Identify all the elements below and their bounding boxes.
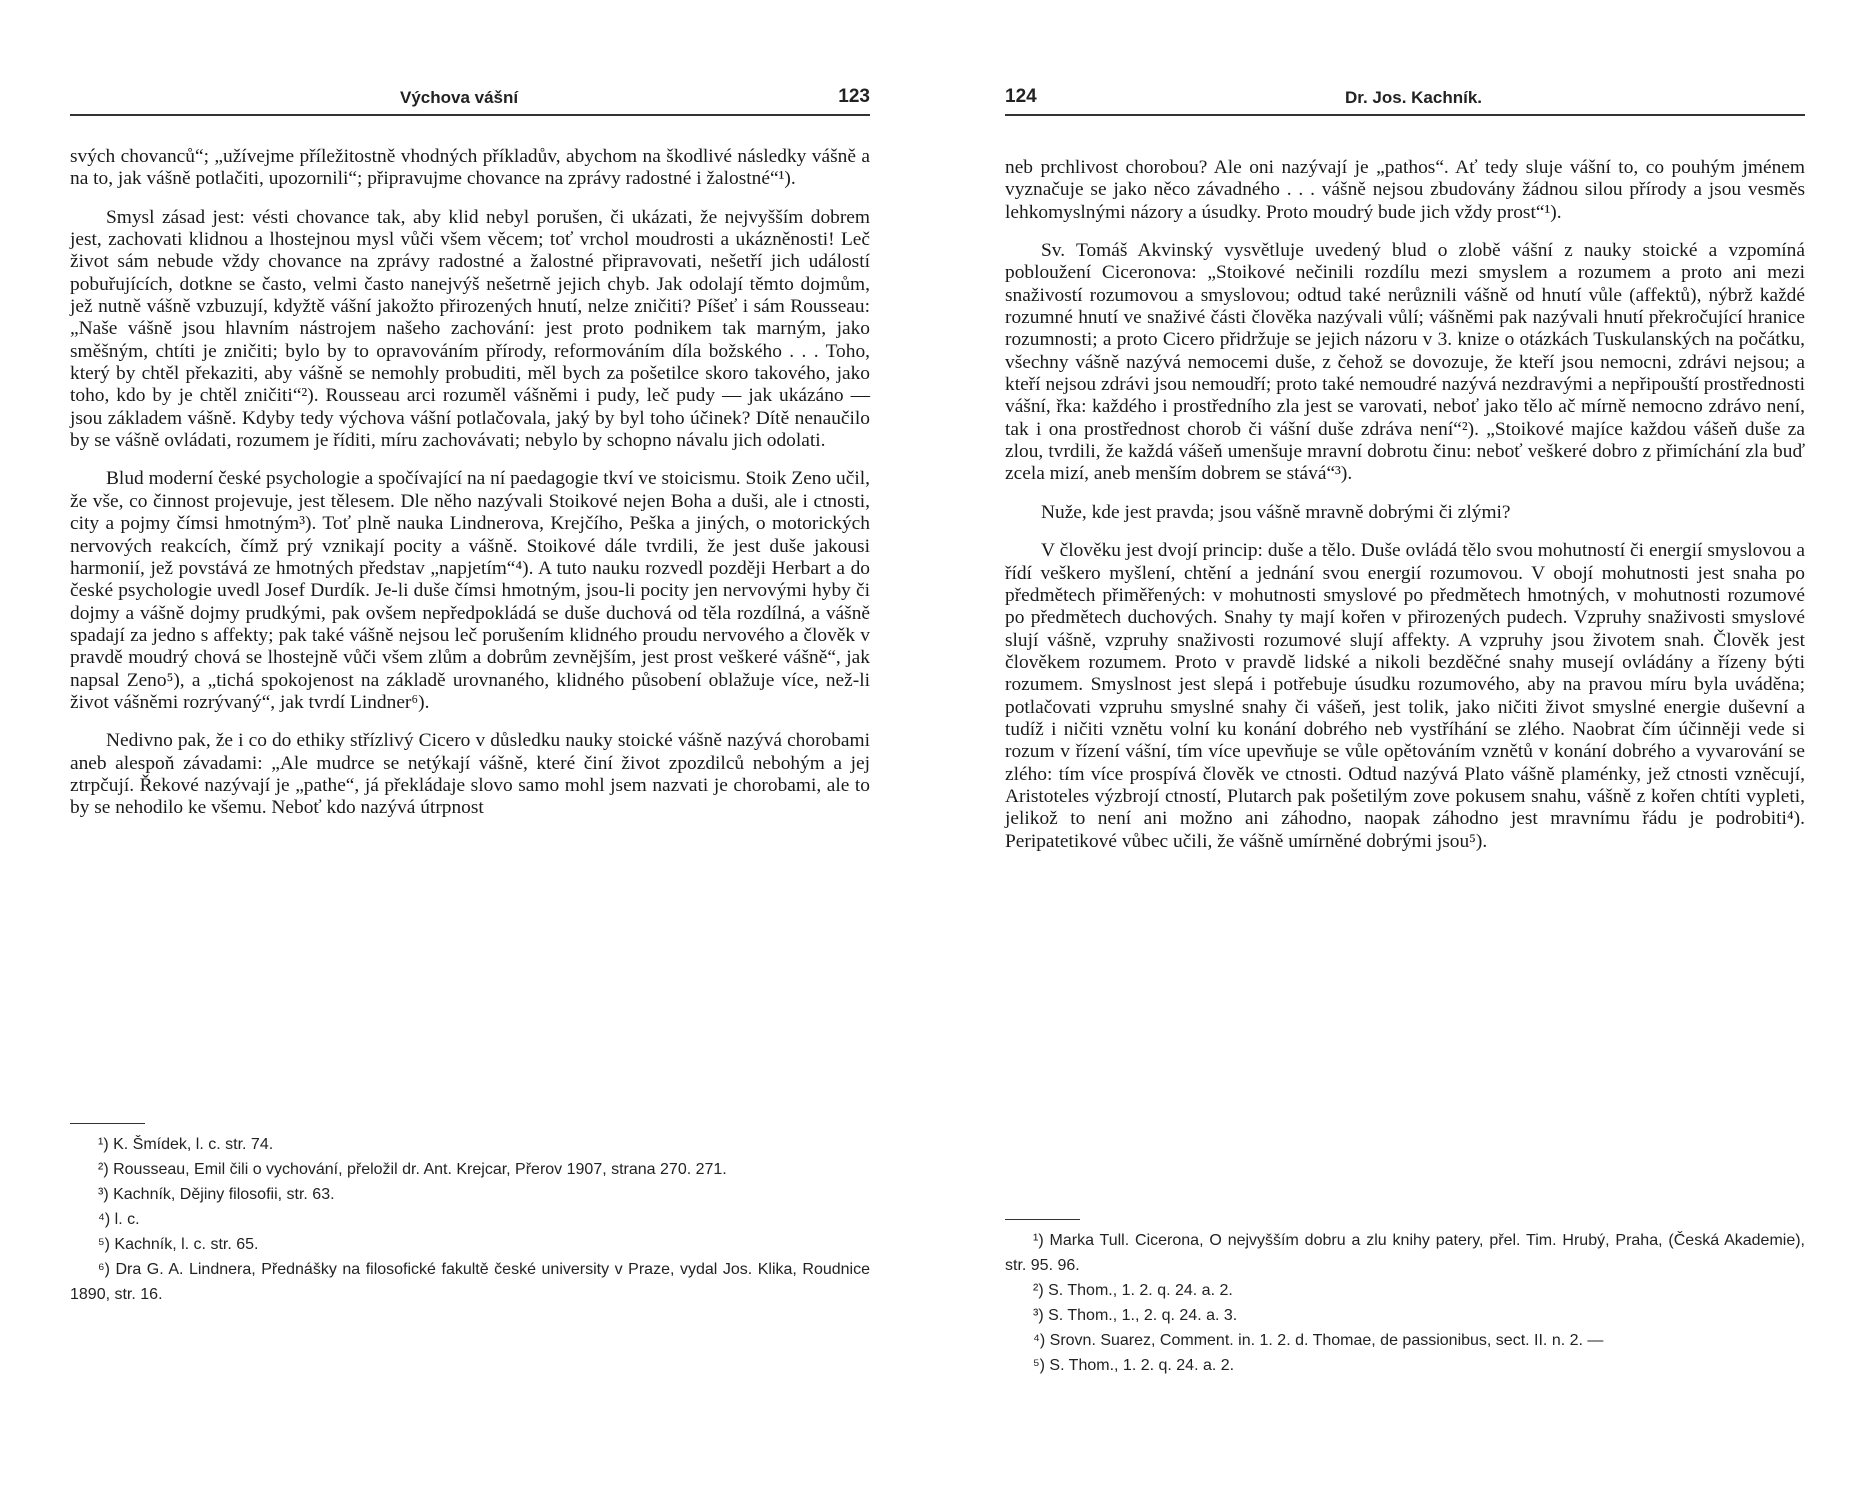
left-body-text [70,146,870,820]
right-body-text [1005,157,1805,853]
right-footnotes [1005,1219,1805,1378]
footnote: ¹) Marka Tull. Cicerona, O nejvyšším dobru a zlu knihy patery, přel. Tim. Hrubý, Praha, (Česká Akademie), str. 95. 96. [1005,1232,1805,1274]
footnote: ⁵) S. Thom., 1. 2. q. 24. a. 2. [1033,1357,1235,1374]
paragraph: neb prchlivost chorobou? Ale oni nazývají je „pathos“. Ať tedy sluje vášní to, co pouhým jménem vyznačuje se jako něco závadného . . . vášně nejsou zbudovány žádnou silou přírody a jsou vesměs lehkomyslnými názory a úsudky. Proto moudrý bude jich vždy prost“¹). [1005,157,1805,223]
header-rule [1005,114,1805,116]
paragraph: Nuže, kde jest pravda; jsou vášně mravně dobrými či zlými? [1041,501,1511,523]
footnote: ⁴) Srovn. Suarez, Comment. in. 1. 2. d. Thomae, de passionibus, sect. II. n. 2. — [1033,1332,1604,1349]
page-number: 124 [1005,86,1037,107]
right-page-header [1005,86,1805,120]
left-footnotes [70,1123,870,1307]
header-rule [70,114,870,116]
paragraph: Nedivno pak, že i co do ethiky střízlivý Cicero v důsledku nauky stoické vášně nazývá chorobami aneb alespoň závadami: „Ale mudrce se netýkají vášně, které činí život zpozdilců nebohým a jej ztrpčují. Řekové nazývají je „pathe“, já překládaje slovo samo mohl jsem nazvati je chorobami, ale to by se nehodilo ke všemu. Neboť kdo nazývá útrpnost [70,730,870,819]
footnote: ⁵) Kachník, l. c. str. 65. [98,1236,259,1253]
footnote: ⁴) l. c. [98,1211,140,1228]
footnote: ⁶) Dra G. A. Lindnera, Přednášky na filosofické fakultě české university v Praze, vydal Jos. Klika, Roudnice 1890, str. 16. [70,1261,870,1303]
paragraph: Sv. Tomáš Akvinský vysvětluje uvedený blud o zlobě vášní z nauky stoické a vzpomíná pobloužení Ciceronova: „Stoikové nečinili rozdílu mezi smyslem a rozumem a proto ani mezi snaživostí rozumovou a smyslovou; odtud také nerůznili vášně od hnutí vůle (affektů), nýbrž každé rozumné hnutí ve snaživé části člověka nazývali vůlí; vášněmi pak nazývali hnutí překročující hranice rozumnosti; a proto Cicero přidržuje se jejich názoru v 3. knize o otázkách Tuskulanských na počátku, všechny vášně nazývá nemocemi duše, z čehož se dovozuje, že kteří jsou nemocni, zdrávi nejsou; a kteří nejsou zdrávi jsou nemoudří; proto také nemoudré nazývá nezdravými a nepřipouští prostřednosti vášní, řka: každého i prostředního zla jest se varovati, neboť jako tělo ač mírně nemocno zdrávo není, tak i ona prostřednost chorob či vášní duše zdráva není“²). „Stoikové majíce každou vášeň duše za zlou, tvrdili, že každá vášeň umenšuje mravní dobrotu činu: neboť veškeré dobro z přimíchání zla buď zcela mizí, aneb menším dobrem se stává“³). [1005,240,1805,485]
footnote: ³) S. Thom., 1., 2. q. 24. a. 3. [1033,1307,1238,1324]
left-page-header [70,86,870,120]
footnote-rule [1005,1219,1080,1220]
footnote: ²) Rousseau, Emil čili o vychování, přeložil dr. Ant. Krejcar, Přerov 1907, strana 270. 271. [98,1161,727,1178]
footnote: ²) S. Thom., 1. 2. q. 24. a. 2. [1033,1282,1233,1299]
footnote: ¹) K. Šmídek, l. c. str. 74. [98,1136,274,1153]
page-number: 123 [838,86,870,107]
footnote: ³) Kachník, Dějiny filosofii, str. 63. [98,1186,335,1203]
paragraph: svých chovanců“; „užívejme příležitostně vhodných příkladův, abychom na škodlivé následky vášně a na to, jak vášně potlačiti, upozornili“; připravujme chovance na zprávy radostné i žalostné“¹). [70,146,870,190]
paragraph: V člověku jest dvojí princip: duše a tělo. Duše ovládá tělo svou mohutností či energií smyslovou a řídí veškero myšlení, chtění a jednání svou energií rozumovou. V obojí mohutnosti jest snaha po předmětech přiměřených: v mohutnosti smyslové po předmětech hmotných, v mohutnosti rozumové po předmětech duchových. Snahy ty mají kořen v přirozených pudech. Vzpruhy snaživosti smyslové slují vášně, vzpruhy snaživosti rozumové slují affekty. A vzpruhy jsou životem snah. Člověk jest člověkem rozumem. Proto v pravdě lidské a nikoli bezděčné snahy musejí ovládány a řízeny býti rozumem. Smyslnost jest slepá i potřebuje úsudku rozumového, aby na pravou míru byla uváděna; potlačovati vzpruhu smyslné snahy či vášeň, jest tolik, jako ničiti život smyslné energie duševní a tudíž i ničiti vznětu volní ku konání dobrého neb vystříhání se zlého. Naobrat čím účinněji vede si rozum v řízení vášní, tím více upevňuje se vůle opětováním vznětů v konání dobrého a vyvarování se zlého: tím více prospívá člověk ve ctnosti. Odtud nazývá Plato vášně plaménky, jež ctnosti vzněcují, Aristoteles výzbrojí ctností, Plutarch pak pošetilým zove pokusem snahu, vášně z kořen chtíti vypleti, jelikož to není ani možno ani záhodno, naopak záhodno jest mravnímu řádu je podrobiti⁴). Peripatetikové vůbec učili, že vášně umírněné dobrými jsou⁵). [1005,540,1805,852]
paragraph: Smysl zásad jest: vésti chovance tak, aby klid nebyl porušen, či ukázati, že nejvyšším dobrem jest, zachovati klidnou a lhostejnou mysl vůči všem věcem; toť vrchol moudrosti a ukázněnosti! Leč život sám nebude vždy chovance na zprávy radostné a žalostné připravovati, nešetří jich událostí pobuřujících, dotkne se často, velmi často nanejvýš nešetrně jejich chyb. Jak odolají těmto dojmům, jež nutně vášně vzbuzují, kdyžtě vášní jakožto přirozených hnutí, nelze zničiti? Píšeť i sám Rousseau: „Naše vášně jsou hlavním nástrojem našeho zachování: jest proto podnikem tak marným, jako směšným, chtíti je zničiti; bylo by to opravováním přírody, reformováním díla božského . . . Toho, který by chtěl překaziti, aby vášně se nemohly probuditi, měl bych za pošetilce skoro takového, jako toho, kdo by je chtěl zničiti“²). Rousseau arci rozuměl vášněmi i pudy, leč pudy — jak ukázáno — jsou základem vášně. Kdyby tedy výchova vášní potlačovala, jaký by byl toho účinek? Dítě nenaučilo by se vášně ovládati, rozumem je říditi, míru zachovávati; nebylo by schopno návalu jich odolati. [70,206,870,452]
paragraph: Blud moderní české psychologie a spočívající na ní paedagogie tkví ve stoicismu. Stoik Zeno učil, že vše, co činnost projevuje, jest tělesem. Dle něho nazývali Stoikové nejen Boha a duši, ale i ctnosti, city a pojmy čímsi hmotným³). Toť plně nauka Lindnerova, Krejčího, Peška a jiných, o motorických nervových reakcích, čímž prý vznikají pocity a vášně. Stoikové dále tvrdili, že jest duše jakousi harmonií, jež povstává ze hmotných představ „napjetím“⁴). A tuto nauku rozvedl později Herbart a do české psychologie uvedl Josef Durdík. Je-li duše čímsi hmotným, jsou-li pocity jen nervovými hyby či dojmy a vášně dojmy prudkými, pak ovšem nepředpokládá se duše duchová od těla rozdílná, a vášně spadají za jedno s affekty; pak také vášně nejsou leč porušením klidného proudu nervového a člověk v pravdě moudrý chová se lhostejně vůči všem zlům a dobrům zevnějším, jest prost veškeré vášně“, jak napsal Zeno⁵), a „tichá spokojenost na základě urovnaného, klidného působení oblažuje více, než-li život vášněmi rozrývaný“, jak tvrdí Lindner⁶). [70,468,870,713]
running-title: Výchova vášní [400,88,519,107]
running-title: Dr. Jos. Kachník. [1345,88,1482,107]
footnote-rule [70,1123,145,1124]
